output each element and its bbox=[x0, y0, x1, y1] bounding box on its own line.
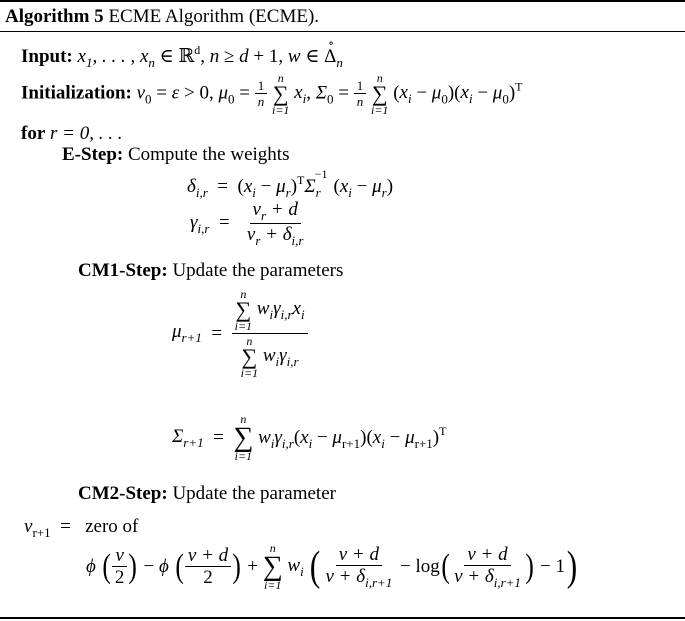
cm1-text: Update the parameters bbox=[172, 260, 344, 281]
input-label: Input: bbox=[21, 46, 73, 67]
cm2-label: CM2-Step: bbox=[78, 483, 168, 504]
mu-update-equation: $\mu_{r+1}$ = n ∑ i=1 $w_i\gamma_{i,r}x_i$ n ∑ i=1 $w_i\gamma_{i,r}$ bbox=[172, 288, 308, 379]
estep-label: E-Step: bbox=[62, 144, 124, 165]
input-line: Input: $x_1$, . . . , $x_n$ ∈ ℝ$^d$, n ≥ d + 1, w ∈ Δ ∘ $_n$ bbox=[21, 36, 343, 70]
estep-text: Compute the weights bbox=[127, 144, 290, 165]
for-range: r = 0, . . . bbox=[50, 123, 123, 144]
cm2-text: Update the parameter bbox=[172, 483, 336, 504]
algorithm-caption bbox=[5, 7, 319, 26]
cm2-line bbox=[78, 484, 336, 503]
cm1-line bbox=[78, 261, 343, 280]
top-rule bbox=[0, 0, 685, 2]
bottom-rule bbox=[0, 617, 685, 619]
nu-update-line: $\nu_{r+1}$ = zero of bbox=[24, 516, 139, 540]
nu-zero-equation: ϕ ( $\frac{\nu}{2}$ ) − ϕ ( $\frac{\nu + d}{2}$ ) + n ∑ i=1 $w_i$ ( $\frac{\nu + d}{\nu + \delta_{i,r+1}}$ − log( $\frac{\nu + d}{\nu + \delta_{i,r+1}}$ ) − 1) bbox=[86, 541, 578, 593]
caption-label: Algorithm 5 bbox=[5, 6, 104, 27]
delta-equation: $\delta_{i,r} = (x_i - \mu_r)^T\Sigma_r^{-1}(x_i - \mu_r)$ bbox=[187, 167, 394, 200]
for-line bbox=[21, 124, 122, 143]
estep-line bbox=[62, 145, 289, 164]
cm1-label: CM1-Step: bbox=[78, 260, 168, 281]
init-label: Initialization: bbox=[21, 82, 132, 104]
sigma-update-equation: $\Sigma_{r+1}$ = n ∑ i=1 $w_i\gamma_{i,r}(x_i - \mu_{r+1})(x_i - \mu_{r+1})^T$ bbox=[172, 412, 447, 464]
for-keyword: for bbox=[21, 123, 46, 144]
caption-title: ECME Algorithm (ECME). bbox=[108, 6, 320, 27]
gamma-equation: $\gamma_{i,r}$ = $\frac{\nu_r + d}{\nu_r + \delta_{i,r}}$ bbox=[190, 199, 304, 248]
zero-of-text: zero of bbox=[85, 516, 139, 537]
caption-rule bbox=[0, 31, 685, 32]
init-line: Initialization: $\nu_0 = \varepsilon > 0$, $\mu_0$ = $\frac{1}{n}$ n ∑ i=1 $x_i$, $\Sigma_0$ = $\frac{1}{n}$ n ∑ i=1 $(x_i - \mu_0)(x_i - \mu_0)^T$ bbox=[21, 71, 523, 117]
